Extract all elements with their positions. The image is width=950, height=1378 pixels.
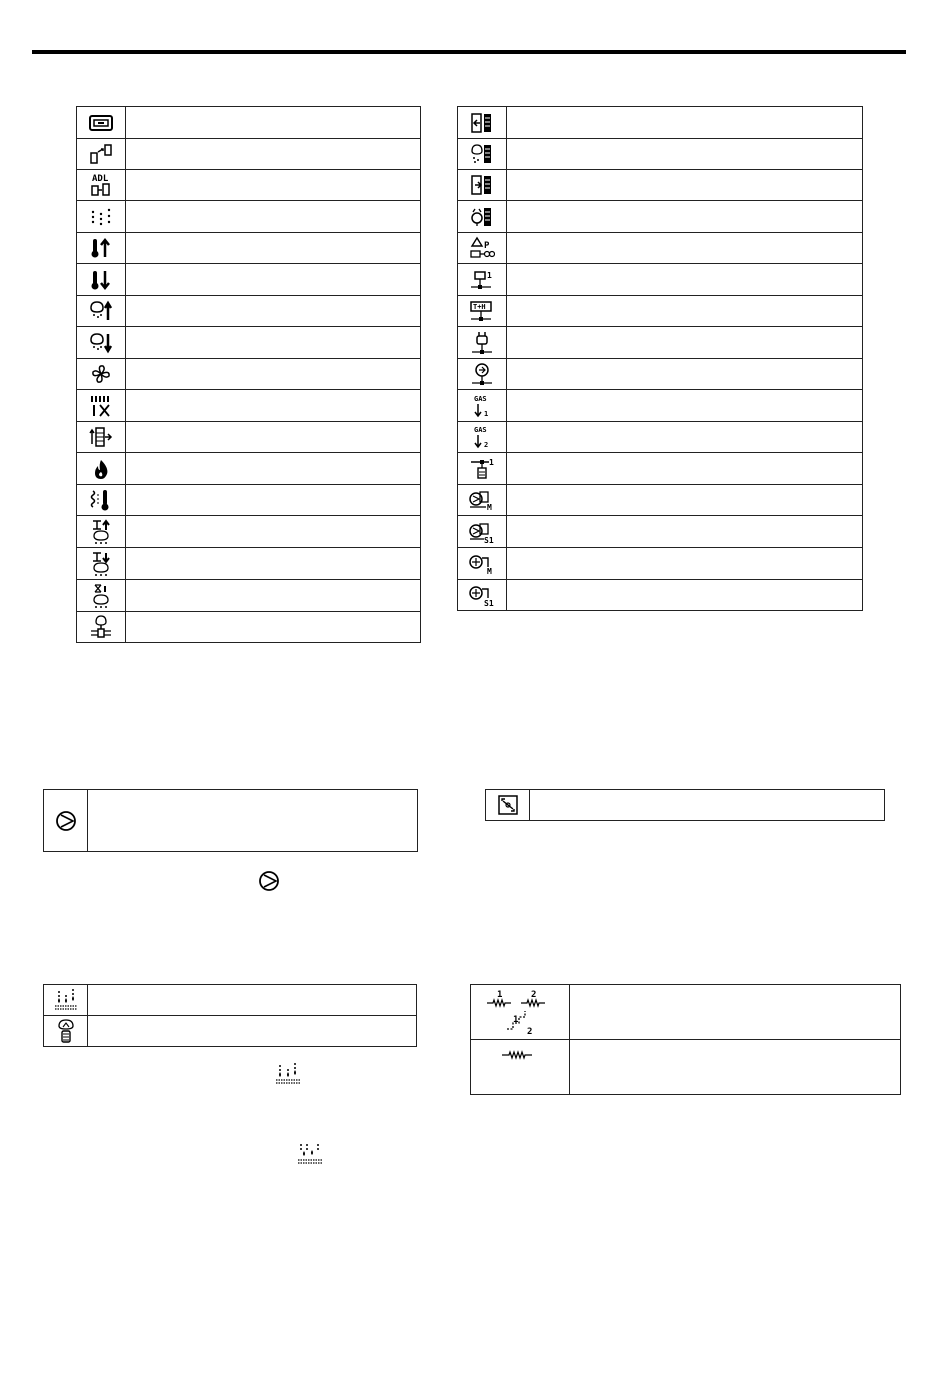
- table-row: [458, 233, 863, 264]
- fan-icon: [89, 363, 113, 385]
- row-description: [507, 359, 863, 390]
- bus-device-1-icon: [469, 268, 495, 292]
- thermo-heating-icon: [89, 488, 113, 512]
- row-description: [126, 296, 421, 327]
- row-description: [126, 139, 421, 170]
- row-description: [88, 1016, 417, 1047]
- row-description: [507, 516, 863, 548]
- temperature-high-icon: [89, 237, 113, 259]
- row-description: [507, 139, 863, 170]
- bus-display-icon: [469, 299, 495, 323]
- compressor-icon: [54, 809, 78, 833]
- table-row: [458, 201, 863, 233]
- table-row: [77, 233, 421, 264]
- row-description: [88, 985, 417, 1016]
- row-description: [126, 453, 421, 485]
- heat-exchanger-icon: [89, 426, 113, 448]
- hourglass-pressure-icon: [89, 583, 113, 609]
- heater-single-icon: [500, 1048, 540, 1062]
- row-description: [126, 359, 421, 390]
- clock-timer-icon: [89, 394, 113, 418]
- table-row: [77, 548, 421, 580]
- drain-drops-icon: [53, 988, 79, 1012]
- row-description: [126, 170, 421, 201]
- table-row: [77, 516, 421, 548]
- delta-p-label: P: [484, 241, 490, 251]
- motor-label: M: [487, 503, 492, 512]
- sensor-description: [530, 790, 885, 821]
- flame-icon: [89, 458, 113, 480]
- terminal-1-label: 1: [489, 457, 494, 467]
- bus-sensor-icon: [469, 361, 495, 387]
- row-description: [570, 1040, 901, 1095]
- table-row: [471, 985, 901, 1040]
- t-plus-h-label: T+H: [473, 303, 486, 311]
- gas-label: GAS: [474, 426, 487, 434]
- row-description: [507, 233, 863, 264]
- humidity-low-icon: [89, 332, 113, 354]
- table-row: [458, 327, 863, 359]
- heater-stages-icon: [485, 987, 555, 1037]
- gas-sub-label: 2: [484, 441, 489, 449]
- row-description: [126, 327, 421, 359]
- row-description: [126, 612, 421, 643]
- door-open-transfer-icon: [89, 143, 113, 165]
- table-row: [458, 580, 863, 611]
- gas-sub-label: 1: [484, 409, 489, 418]
- humidity-drops-icon: [89, 206, 113, 228]
- table-row: [44, 1016, 417, 1047]
- row-description: [507, 485, 863, 516]
- compressor-icon: [257, 870, 281, 892]
- drain-table: [43, 984, 417, 1047]
- table-row: [458, 107, 863, 139]
- table-row: [458, 264, 863, 296]
- table-row: [77, 485, 421, 516]
- table-row: [458, 139, 863, 170]
- right-icon-table: [457, 106, 863, 611]
- humidity-high-icon: [89, 300, 113, 322]
- top-rule: [32, 50, 906, 54]
- gas-label: GAS: [474, 394, 487, 403]
- drain-drops-icon: [274, 1062, 302, 1088]
- door-in-module-icon: [470, 112, 494, 134]
- row-description: [126, 233, 421, 264]
- row-description: [507, 201, 863, 233]
- table-row: [77, 390, 421, 422]
- row-description: [126, 422, 421, 453]
- compressor-box: [43, 789, 418, 852]
- table-row: [44, 985, 417, 1016]
- gas-1-icon: [469, 393, 495, 419]
- row-description: [507, 548, 863, 580]
- row-description: [126, 580, 421, 612]
- table-row: [77, 296, 421, 327]
- stage-1-label: 1: [497, 990, 503, 1000]
- table-row: [77, 422, 421, 453]
- row-description: [507, 390, 863, 422]
- sensor-module-icon: [470, 206, 494, 228]
- compressor-s1-icon: [468, 519, 496, 545]
- row-description: [507, 422, 863, 453]
- left-icon-table: [76, 106, 421, 643]
- bus-terminal-1-icon: [469, 456, 495, 482]
- table-row: [77, 327, 421, 359]
- table-row: [77, 201, 421, 233]
- table-row: [77, 612, 421, 643]
- table-row: [77, 580, 421, 612]
- row-description: [507, 580, 863, 611]
- adl-icon: [89, 172, 113, 198]
- step-2-label: 2: [527, 1027, 533, 1037]
- compressor-description: [88, 790, 418, 852]
- row-description: [507, 107, 863, 139]
- pressure-high-icon: [89, 519, 113, 545]
- valve-manifold-icon: [89, 614, 113, 640]
- door-out-module-icon: [470, 174, 494, 196]
- row-description: [507, 453, 863, 485]
- s1-label: S1: [484, 599, 494, 608]
- table-row: [77, 170, 421, 201]
- heater-table: [470, 984, 901, 1095]
- table-row: [458, 296, 863, 327]
- row-description: [507, 296, 863, 327]
- row-description: [126, 264, 421, 296]
- display-unit-icon: [89, 113, 113, 133]
- table-row: [458, 516, 863, 548]
- table-row: [471, 1040, 901, 1095]
- gas-2-icon: [469, 424, 495, 450]
- fan-motor-m-icon: [468, 551, 496, 577]
- table-row: [77, 107, 421, 139]
- row-description: [126, 390, 421, 422]
- delta-pressure-icon: [469, 236, 495, 260]
- row-description: [126, 548, 421, 580]
- row-description: [126, 516, 421, 548]
- table-row: [77, 139, 421, 170]
- table-row: [458, 390, 863, 422]
- drain-pump-icon: [53, 1018, 79, 1044]
- fan-motor-s1-icon: [468, 582, 496, 608]
- bus-1-label: 1: [487, 270, 492, 280]
- table-row: [458, 453, 863, 485]
- row-description: [507, 327, 863, 359]
- table-row: [77, 359, 421, 390]
- row-description: [126, 201, 421, 233]
- table-row: [458, 359, 863, 390]
- row-description: [126, 485, 421, 516]
- stage-2-label: 2: [531, 990, 537, 1000]
- sensor-icon: [496, 793, 520, 817]
- s1-label: S1: [484, 535, 494, 545]
- table-row: [77, 264, 421, 296]
- motor-label: M: [487, 566, 492, 576]
- temperature-low-icon: [89, 269, 113, 291]
- table-row: [458, 548, 863, 580]
- adl-label: ADL: [92, 174, 109, 184]
- table-row: [458, 422, 863, 453]
- table-row: [458, 170, 863, 201]
- row-description: [126, 107, 421, 139]
- compressor-m-icon: [468, 487, 496, 513]
- sensor-box: [485, 789, 885, 821]
- step-1-label: 1: [513, 1015, 519, 1025]
- drain-drops-icon: [296, 1143, 324, 1167]
- humidity-module-icon: [470, 143, 494, 165]
- table-row: [458, 485, 863, 516]
- row-description: [507, 264, 863, 296]
- table-row: [77, 453, 421, 485]
- row-description: [507, 170, 863, 201]
- bus-plug-icon: [469, 330, 495, 356]
- row-description: [570, 985, 901, 1040]
- pressure-low-icon: [89, 551, 113, 577]
